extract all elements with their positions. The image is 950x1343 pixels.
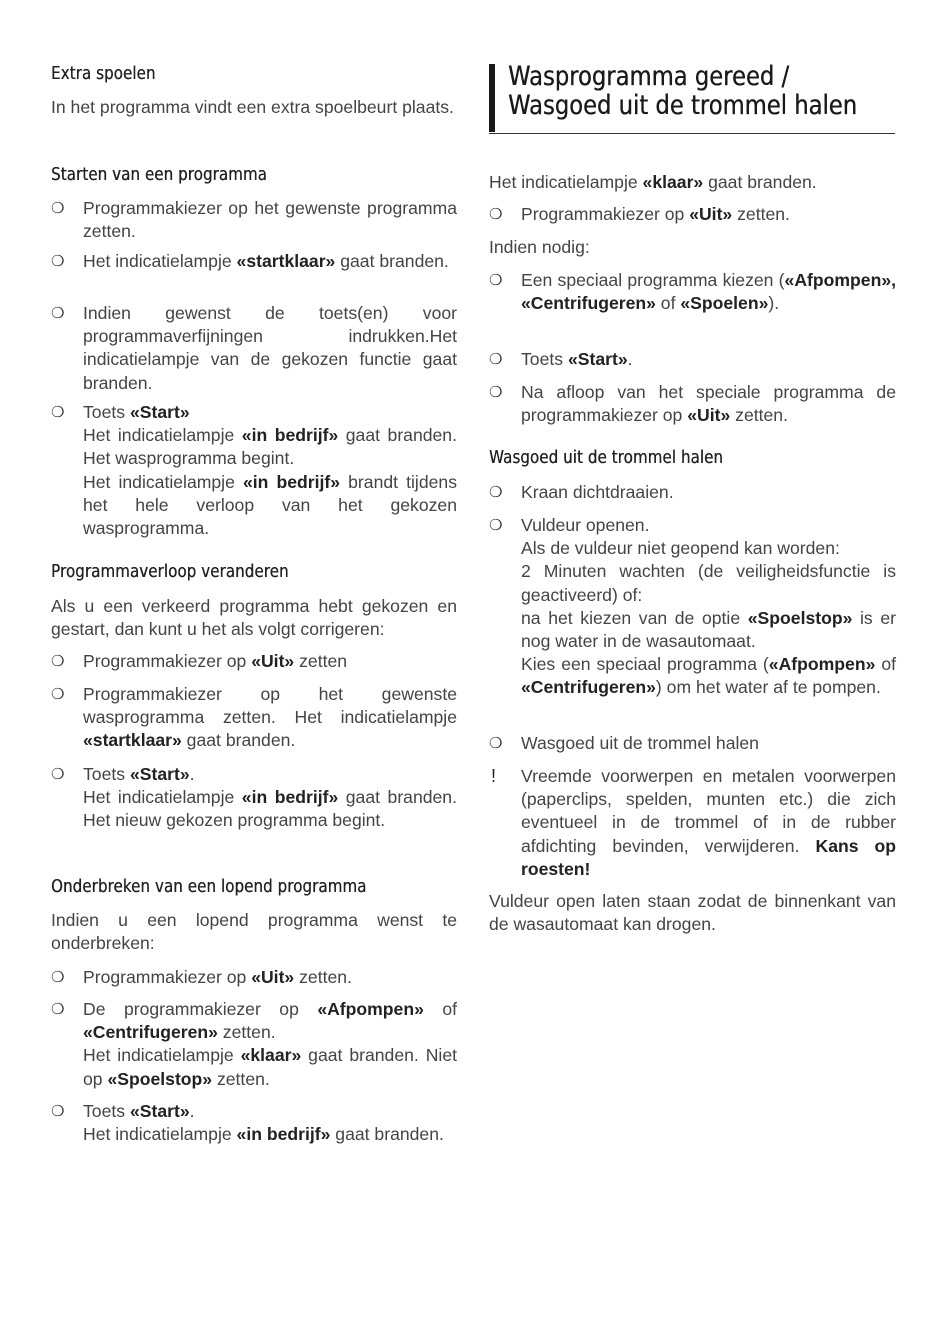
bullet-icon: ❍	[51, 305, 65, 322]
title-bar	[489, 64, 495, 132]
title-line-1: Wasprogramma gereed /	[508, 61, 790, 92]
list-item	[51, 650, 457, 673]
list-item	[489, 381, 896, 427]
list-item-text: Programmakiezer op «Uit» zetten.	[83, 967, 352, 987]
closing-paragraph: Vuldeur open laten staan zodat de binnenkant van de wasautomaat kan drogen.	[489, 891, 896, 935]
list-item-text: Na afloop van het speciale programma de programmakiezer op «Uit» zetten.	[521, 382, 896, 426]
list-item-text: Vuldeur openen. Als de vuldeur niet geopend kan worden: 2 Minuten wachten (de veiligheidsfunctie is geactiveerd) of: na het kiezen van de optie «Spoelstop» is er nog water in de wasautomaat. Kies een speciaal programma («Afpompen» of «Centrifugeren») om het water af te pompen.	[521, 515, 896, 698]
list-item-text: Een speciaal programma kiezen («Afpompen», «Centrifugeren» of «Spoelen»).	[521, 270, 896, 314]
bullet-icon: ❍	[489, 206, 503, 223]
bullet-icon: ❍	[489, 484, 503, 501]
extra-spoelen-text: In het programma vindt een extra spoelbeurt plaats.	[51, 97, 454, 117]
list-item-text: Toets «Start» Het indicatielampje «in bedrijf» gaat branden. Het wasprogramma begint. Het indicatielampje «in bedrijf» brandt tijdens het hele verloop van het gekozen wasprogramma.	[83, 402, 457, 539]
onderbreken-intro: Indien u een lopend programma wenst te onderbreken:	[51, 910, 457, 954]
list-item-text: Programmakiezer op «Uit» zetten	[83, 651, 348, 671]
list-item	[51, 763, 457, 833]
list-item	[489, 348, 896, 371]
list-item-text: Kraan dichtdraaien.	[521, 482, 674, 502]
indien-nodig: Indien nodig:	[489, 237, 590, 257]
klaar-paragraph: Het indicatielampje «klaar» gaat branden.	[489, 172, 817, 192]
list-item	[51, 401, 457, 540]
list-item-text: Toets «Start». Het indicatielampje «in bedrijf» gaat branden.	[83, 1101, 444, 1145]
list-item-text: Toets «Start».	[521, 349, 633, 369]
bullet-icon: ❍	[51, 1103, 65, 1120]
list-item	[51, 302, 457, 395]
list-item	[489, 203, 896, 226]
warning-text: Vreemde voorwerpen en metalen voorwerpen (paperclips, spelden, munten etc.) die zich eventueel in de trommel of in de rubber afdichting bevinden, verwijderen. Kans op roesten!	[521, 766, 897, 879]
list-item	[51, 966, 457, 989]
bullet-icon: ❍	[51, 766, 65, 783]
list-item-text: Het indicatielampje «startklaar» gaat branden.	[83, 251, 449, 271]
list-item-text: Programmakiezer op «Uit» zetten.	[521, 204, 790, 224]
list-item	[51, 683, 457, 753]
bullet-icon: ❍	[489, 351, 503, 368]
bullet-icon: ❍	[51, 200, 65, 217]
bullet-icon: ❍	[51, 404, 65, 421]
list-item	[489, 732, 896, 755]
bullet-icon: ❍	[51, 686, 65, 703]
heading-programmaverloop: Programmaverloop veranderen	[51, 562, 289, 582]
list-item-text: Programmakiezer op het gewenste programma zetten.	[83, 198, 457, 242]
bullet-icon: ❍	[489, 384, 503, 401]
verloop-intro: Als u een verkeerd programma hebt gekozen en gestart, dan kunt u het als volgt corrigeren:	[51, 596, 457, 640]
list-item	[51, 1100, 457, 1146]
list-item-text: Toets «Start». Het indicatielampje «in bedrijf» gaat branden. Het nieuw gekozen programma begint.	[83, 764, 457, 831]
bullet-icon: ❍	[489, 272, 503, 289]
bullet-icon: ❍	[51, 1001, 65, 1018]
bullet-icon: ❍	[489, 735, 503, 752]
heading-extra-spoelen: Extra spoelen	[51, 64, 156, 84]
warning-item	[489, 765, 896, 881]
list-item	[51, 250, 457, 273]
exclamation-icon: !	[491, 766, 497, 786]
heading-starten: Starten van een programma	[51, 165, 267, 185]
bullet-icon: ❍	[51, 253, 65, 270]
bullet-icon: ❍	[51, 969, 65, 986]
list-item-text: Wasgoed uit de trommel halen	[521, 733, 759, 753]
list-item	[51, 197, 457, 243]
list-item	[489, 514, 896, 700]
bullet-icon: ❍	[51, 653, 65, 670]
title-line-2: Wasgoed uit de trommel halen	[508, 90, 858, 121]
list-item	[51, 998, 457, 1091]
heading-wasgoed: Wasgoed uit de trommel halen	[489, 448, 724, 468]
heading-onderbreken: Onderbreken van een lopend programma	[51, 877, 367, 897]
list-item-text: De programmakiezer op «Afpompen» of «Centrifugeren» zetten. Het indicatielampje «klaar» gaat branden. Niet op «Spoelstop» zetten.	[83, 999, 458, 1089]
page-title	[508, 62, 857, 120]
list-item	[489, 269, 896, 315]
section-title	[489, 62, 895, 134]
list-item-text: Indien gewenst de toets(en) voor programmaverfijningen indrukken.Het indicatielampje van de gekozen functie gaat branden.	[83, 303, 457, 393]
list-item	[489, 481, 896, 504]
bullet-icon: ❍	[489, 517, 503, 534]
list-item-text: Programmakiezer op het gewenste wasprogramma zetten. Het indicatielampje «startklaar» gaat branden.	[83, 684, 457, 751]
